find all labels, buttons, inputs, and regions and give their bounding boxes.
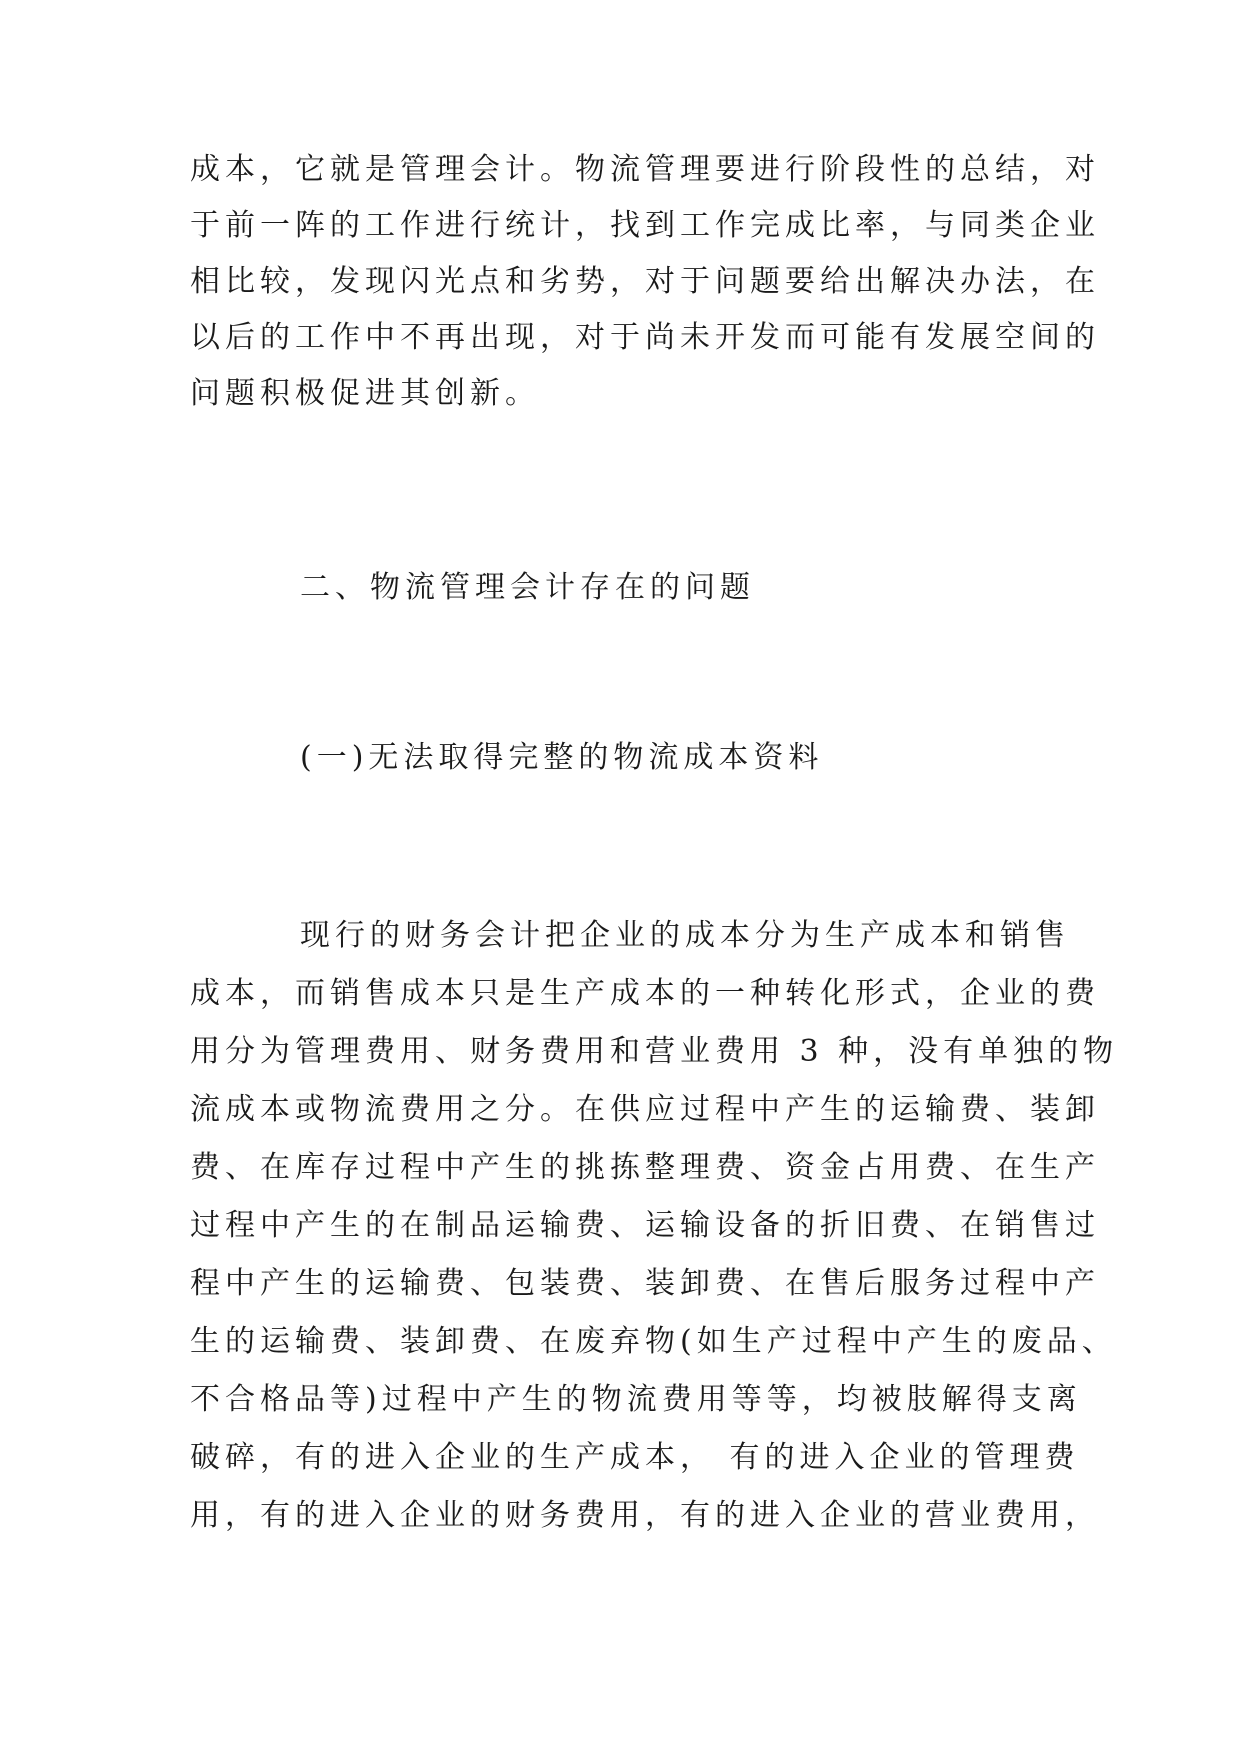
section-heading: 二、物流管理会计存在的问题 [300,570,755,605]
subsection-heading: (一)无法取得完整的物流成本资料 [300,740,824,775]
paragraph-line: 程中产生的运输费、包装费、装卸费、在售后服务过程中产 [190,1266,1100,1301]
paragraph-line: 以后的工作中不再出现，对于尚未开发而可能有发展空间的 [190,320,1100,355]
paragraph-line: 流成本或物流费用之分。在供应过程中产生的运输费、装卸 [190,1092,1100,1127]
paragraph-line: 成本，它就是管理会计。物流管理要进行阶段性的总结，对 [190,152,1100,187]
paragraph-line: 费、在库存过程中产生的挑拣整理费、资金占用费、在生产 [190,1150,1100,1185]
paragraph-line: 成本，而销售成本只是生产成本的一种转化形式，企业的费 [190,976,1100,1011]
paragraph-line: 现行的财务会计把企业的成本分为生产成本和销售 [300,918,1070,953]
paragraph-line: 问题积极促进其创新。 [190,376,540,411]
paragraph-line: 过程中产生的在制品运输费、运输设备的折旧费、在销售过 [190,1208,1100,1243]
paragraph-line: 破碎，有的进入企业的生产成本， 有的进入企业的管理费 [190,1440,1080,1475]
paragraph-line: 生的运输费、装卸费、在废弃物(如生产过程中产生的废品、 [190,1324,1117,1359]
paragraph-line: 用，有的进入企业的财务费用，有的进入企业的营业费用， [190,1498,1100,1533]
paragraph-line: 于前一阵的工作进行统计，找到工作完成比率，与同类企业 [190,208,1100,243]
paragraph-line: 不合格品等)过程中产生的物流费用等等，均被肢解得支离 [190,1382,1082,1417]
paragraph-line: 用分为管理费用、财务费用和营业费用 3 种，没有单独的物 [190,1034,1119,1069]
paragraph-line: 相比较，发现闪光点和劣势，对于问题要给出解决办法，在 [190,264,1100,299]
